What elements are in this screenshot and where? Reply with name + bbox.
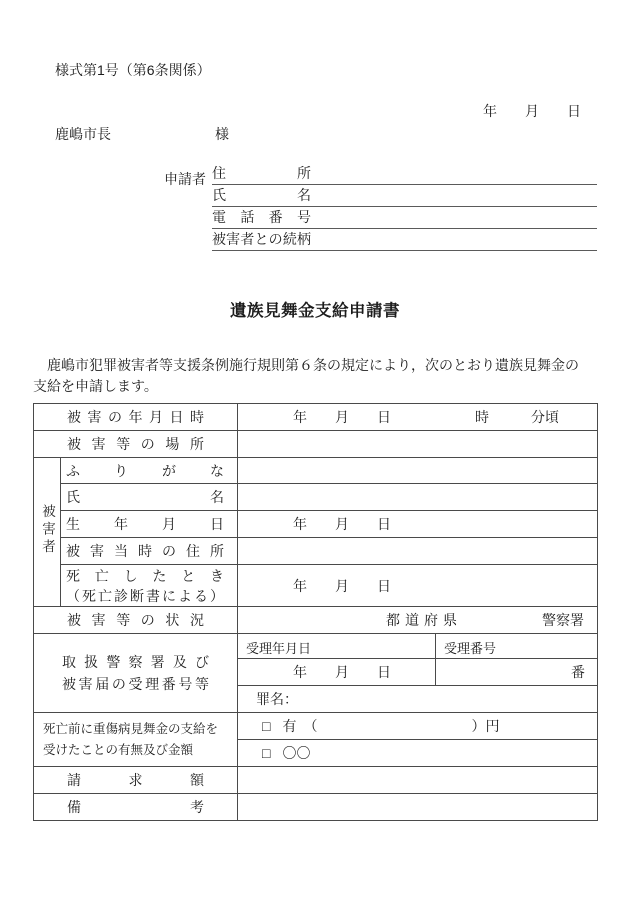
form-number: 様式第1号（第6条関係）: [55, 62, 211, 78]
claim-amount-field[interactable]: [238, 767, 598, 794]
claim-amount-label: 請求額: [34, 767, 238, 794]
damage-situation-field[interactable]: [238, 607, 598, 634]
table-row: [34, 458, 598, 484]
table-row: [34, 634, 598, 659]
checkbox-icon[interactable]: □: [262, 718, 271, 734]
victim-address-label: 被害当時の住所: [61, 538, 238, 565]
accept-date-cell[interactable]: [238, 634, 436, 659]
remarks-label: 備考: [34, 794, 238, 821]
victim-group-label: [34, 458, 61, 607]
birth-date-field[interactable]: 年 月 日: [238, 511, 598, 538]
table-row: [34, 607, 598, 634]
applicant-phone-field[interactable]: [311, 207, 597, 227]
police-report-label-line2: 被害届の受理番号等: [62, 676, 209, 692]
police-report-label-line1: 取扱警察署及び: [62, 654, 209, 670]
prior-payment-none-option[interactable]: [238, 740, 598, 767]
applicant-address-row: [212, 163, 597, 185]
death-date-field[interactable]: 年 月 日: [238, 565, 598, 607]
damage-datetime-label: 被害の年月日時: [34, 404, 238, 431]
prior-payment-label-line1: 死亡前に重傷病見舞金の支給を: [43, 721, 219, 736]
applicant-name-field[interactable]: [311, 185, 597, 205]
death-date-label: [61, 565, 238, 607]
intro-line-2: 支給を申請します。: [33, 378, 158, 394]
remarks-field[interactable]: [238, 794, 598, 821]
applicant-relationship-field[interactable]: [311, 229, 597, 249]
prior-payment-none-label: 〇〇: [282, 745, 311, 761]
police-station-placeholder: 警察署: [542, 612, 584, 628]
table-row: [34, 713, 598, 740]
applicant-address-label: 住所: [212, 165, 311, 181]
applicant-name-label: 氏名: [212, 187, 311, 203]
situation-content: [238, 610, 597, 630]
furigana-label: ふりがな: [61, 458, 238, 484]
prior-payment-yes-label: 有 （ ）円: [282, 718, 500, 734]
applicant-phone-row: [212, 207, 597, 229]
applicant-phone-label: 電話番号: [212, 209, 311, 225]
page-title: 遺族見舞金支給申請書: [230, 302, 400, 320]
table-row: [34, 431, 598, 458]
accept-number-field[interactable]: 番: [436, 659, 598, 686]
table-row: [34, 538, 598, 565]
police-report-label: [34, 634, 238, 713]
victim-name-field[interactable]: [238, 484, 598, 511]
table-row: [34, 767, 598, 794]
furigana-field[interactable]: [238, 458, 598, 484]
accept-number-label: 受理番号: [444, 641, 497, 656]
table-row: [34, 404, 598, 431]
applicant-relationship-label: 被害者との続柄: [212, 231, 311, 247]
table-row: [34, 565, 598, 607]
prior-payment-label: [34, 713, 238, 767]
applicant-fields: [212, 163, 597, 251]
addressee-name: 鹿嶋市長: [55, 126, 111, 142]
damage-place-label: 被害等の場所: [34, 431, 238, 458]
prefecture-placeholder: 都道府県: [386, 612, 462, 628]
application-table: [33, 403, 598, 821]
table-row: [34, 484, 598, 511]
table-row: [34, 511, 598, 538]
birth-date-label: 生年月日: [61, 511, 238, 538]
damage-place-field[interactable]: [238, 431, 598, 458]
crime-name-field[interactable]: 罪名：: [238, 686, 598, 713]
addressee-line: [55, 124, 375, 144]
intro-line-1: 鹿嶋市犯罪被害者等支援条例施行規則第６条の規定により，次のとおり遺族見舞金の: [33, 357, 579, 373]
victim-address-field[interactable]: [238, 538, 598, 565]
damage-situation-label: 被害等の状況: [34, 607, 238, 634]
intro-paragraph: [33, 355, 599, 397]
death-date-label-line2: （死亡診断書による）: [66, 587, 224, 604]
accept-date-field[interactable]: 年 月 日: [238, 659, 436, 686]
prior-payment-label-line2: 受けたことの有無及び金額: [43, 742, 194, 757]
victim-name-label: 氏名: [61, 484, 238, 511]
applicant-name-row: [212, 185, 597, 207]
applicant-address-field[interactable]: [311, 163, 597, 183]
applicant-label: 申請者: [164, 171, 206, 187]
application-date-field[interactable]: 年 月 日: [483, 103, 581, 119]
accept-number-cell[interactable]: [436, 634, 598, 659]
addressee-honorific: 様: [215, 126, 229, 142]
applicant-relationship-row: [212, 229, 597, 251]
accept-date-label: 受理年月日: [246, 641, 312, 656]
checkbox-icon[interactable]: □: [262, 745, 271, 761]
death-date-label-line1: 死亡したとき: [66, 567, 224, 584]
prior-payment-yes-option[interactable]: [238, 713, 598, 740]
table-row: [34, 794, 598, 821]
victim-group-text: 被害者: [40, 504, 55, 557]
damage-datetime-field[interactable]: 年 月 日 時 分頃: [238, 404, 598, 431]
